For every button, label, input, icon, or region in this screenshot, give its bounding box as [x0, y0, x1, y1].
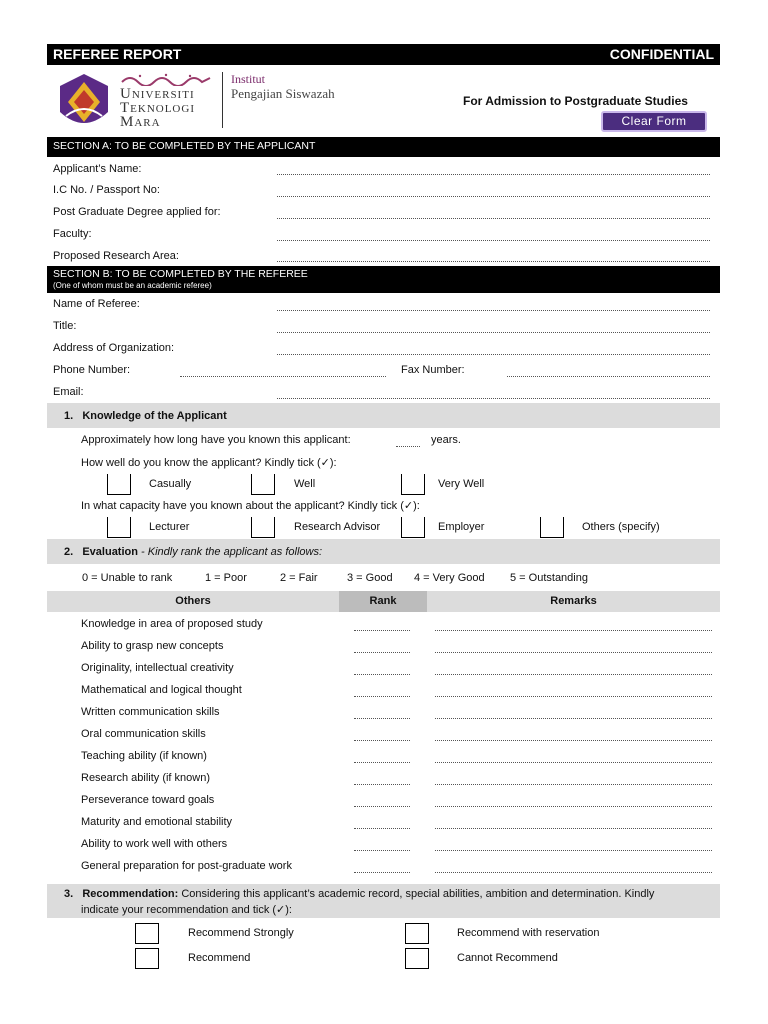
- criterion-label: Teaching ability (if known): [81, 750, 207, 762]
- scale-5: 5 = Outstanding: [510, 572, 588, 584]
- employer-label: Employer: [438, 521, 485, 533]
- well-label: Well: [294, 478, 316, 490]
- rank-field[interactable]: [354, 696, 410, 697]
- clear-form-button[interactable]: Clear Form: [601, 111, 707, 132]
- section-b-title: SECTION B: TO BE COMPLETED BY THE REFEREE: [53, 268, 308, 280]
- remarks-field[interactable]: [435, 696, 712, 697]
- rank-field[interactable]: [354, 806, 410, 807]
- university-name-line3: Mara: [120, 114, 161, 130]
- recommend-checkbox[interactable]: [135, 948, 159, 969]
- research-area-field[interactable]: [277, 261, 710, 262]
- remarks-field[interactable]: [435, 718, 712, 719]
- remarks-field[interactable]: [435, 850, 712, 851]
- col-remarks-label: Remarks: [550, 595, 597, 607]
- how-long-field[interactable]: [396, 446, 420, 447]
- recommend-strongly-checkbox[interactable]: [135, 923, 159, 944]
- criterion-label: Ability to work well with others: [81, 838, 228, 850]
- scale-3: 3 = Good: [347, 572, 393, 584]
- scale-1: 1 = Poor: [205, 572, 247, 584]
- very-well-label: Very Well: [438, 478, 485, 490]
- research-advisor-checkbox[interactable]: [251, 517, 275, 538]
- section-b-bar: [47, 266, 720, 293]
- col-header-others: [47, 591, 339, 612]
- address-label: Address of Organization:: [53, 342, 175, 354]
- rank-field[interactable]: [354, 630, 410, 631]
- rank-field[interactable]: [354, 828, 410, 829]
- referee-name-field[interactable]: [277, 310, 710, 311]
- col-header-remarks: [427, 591, 720, 612]
- remarks-field[interactable]: [435, 806, 712, 807]
- university-name-line1: Universiti: [120, 86, 195, 102]
- remarks-field[interactable]: [435, 652, 712, 653]
- rank-field[interactable]: [354, 784, 410, 785]
- well-checkbox[interactable]: [251, 474, 275, 495]
- casually-label: Casually: [149, 478, 192, 490]
- recommend-label: Recommend: [188, 952, 251, 964]
- fax-field[interactable]: [507, 376, 710, 377]
- passport-field[interactable]: [277, 196, 710, 197]
- criterion-label: Ability to grasp new concepts: [81, 640, 224, 652]
- phone-label: Phone Number:: [53, 364, 131, 376]
- rank-field[interactable]: [354, 850, 410, 851]
- q1-heading: 1. Knowledge of the Applicant: [64, 410, 227, 422]
- q2-heading-italic: - Kindly rank the applicant as follows:: [137, 546, 323, 558]
- remarks-field[interactable]: [435, 762, 712, 763]
- cannot-recommend-label: Cannot Recommend: [457, 952, 558, 964]
- jawi-script-icon: [120, 72, 212, 86]
- email-label: Email:: [53, 386, 84, 398]
- criterion-label: Written communication skills: [81, 706, 220, 718]
- remarks-field[interactable]: [435, 784, 712, 785]
- scale-0: 0 = Unable to rank: [82, 572, 173, 584]
- very-well-checkbox[interactable]: [401, 474, 425, 495]
- faculty-field[interactable]: [277, 240, 710, 241]
- q2-heading: [64, 546, 322, 558]
- form-subtitle: For Admission to Postgraduate Studies: [463, 94, 688, 108]
- rank-field[interactable]: [354, 872, 410, 873]
- criterion-label: Originality, intellectual creativity: [81, 662, 234, 674]
- q3-heading-bold: 3. Recommendation:: [64, 888, 179, 900]
- criterion-label: Research ability (if known): [81, 772, 210, 784]
- how-long-label: Approximately how long have you known this applicant:: [81, 434, 351, 446]
- phone-field[interactable]: [180, 376, 386, 377]
- others-label: Others (specify): [582, 521, 660, 533]
- uitm-crest-icon: [56, 72, 112, 132]
- recommend-reservation-checkbox[interactable]: [405, 923, 429, 944]
- faculty-label: Faculty:: [53, 228, 92, 240]
- criterion-label: Oral communication skills: [81, 728, 206, 740]
- rank-field[interactable]: [354, 762, 410, 763]
- rank-field[interactable]: [354, 718, 410, 719]
- form-title: REFEREE REPORT: [53, 46, 182, 62]
- title-bar: [47, 44, 720, 65]
- capacity-label: In what capacity have you known about the applicant? Kindly tick (✓):: [81, 500, 420, 512]
- years-label: years.: [431, 434, 461, 446]
- scale-4: 4 = Very Good: [414, 572, 485, 584]
- degree-label: Post Graduate Degree applied for:: [53, 206, 221, 218]
- remarks-field[interactable]: [435, 872, 712, 873]
- criterion-label: Maturity and emotional stability: [81, 816, 233, 828]
- lecturer-checkbox[interactable]: [107, 517, 131, 538]
- degree-field[interactable]: [277, 218, 710, 219]
- remarks-field[interactable]: [435, 740, 712, 741]
- uitm-logo: [56, 72, 112, 132]
- confidential-label: CONFIDENTIAL: [609, 46, 714, 62]
- remarks-field[interactable]: [435, 630, 712, 631]
- email-field[interactable]: [277, 398, 710, 399]
- recommend-strongly-label: Recommend Strongly: [188, 927, 294, 939]
- col-rank-label: Rank: [369, 595, 397, 607]
- criterion-label: Mathematical and logical thought: [81, 684, 242, 696]
- section-a-bar: [47, 137, 720, 157]
- q3-heading-line2: indicate your recommendation and tick (✓):: [81, 904, 292, 916]
- research-advisor-label: Research Advisor: [294, 521, 381, 533]
- others-checkbox[interactable]: [540, 517, 564, 538]
- col-others-label: Others: [175, 595, 211, 607]
- section-b-subtitle: (One of whom must be an academic referee): [53, 281, 212, 290]
- q3-heading-rest: Considering this applicant’s academic record, special abilities, ambition and determination. Kindly: [178, 888, 655, 900]
- rank-field[interactable]: [354, 740, 410, 741]
- scale-2: 2 = Fair: [280, 572, 318, 584]
- col-header-rank: [339, 591, 427, 612]
- passport-label: I.C No. / Passport No:: [53, 184, 160, 196]
- employer-checkbox[interactable]: [401, 517, 425, 538]
- lecturer-label: Lecturer: [149, 521, 190, 533]
- institut-line2: Pengajian Siswazah: [231, 86, 335, 101]
- referee-title-label: Title:: [53, 320, 77, 332]
- cannot-recommend-checkbox[interactable]: [405, 948, 429, 969]
- section-a-title: SECTION A: TO BE COMPLETED BY THE APPLICANT: [53, 140, 316, 152]
- casually-checkbox[interactable]: [107, 474, 131, 495]
- institut-line1: Institut: [231, 72, 266, 86]
- remarks-field[interactable]: [435, 674, 712, 675]
- applicant-name-label: Applicant’s Name:: [53, 163, 142, 175]
- q2-heading-bold: 2. Evaluation: [64, 546, 138, 558]
- recommend-reservation-label: Recommend with reservation: [457, 927, 600, 939]
- criterion-label: Knowledge in area of proposed study: [81, 618, 263, 630]
- fax-label: Fax Number:: [401, 364, 465, 376]
- criterion-label: Perseverance toward goals: [81, 794, 215, 806]
- applicant-name-field[interactable]: [277, 174, 710, 175]
- remarks-field[interactable]: [435, 828, 712, 829]
- rank-field[interactable]: [354, 674, 410, 675]
- referee-name-label: Name of Referee:: [53, 298, 140, 310]
- referee-title-field[interactable]: [277, 332, 710, 333]
- research-area-label: Proposed Research Area:: [53, 250, 179, 262]
- university-name-line2: Teknologi: [120, 100, 195, 116]
- criterion-label: General preparation for post-graduate work: [81, 860, 292, 872]
- rank-field[interactable]: [354, 652, 410, 653]
- logo-divider: [222, 72, 223, 128]
- address-field[interactable]: [277, 354, 710, 355]
- q3-heading: [64, 888, 654, 900]
- how-well-label: How well do you know the applicant? Kindly tick (✓):: [81, 457, 337, 469]
